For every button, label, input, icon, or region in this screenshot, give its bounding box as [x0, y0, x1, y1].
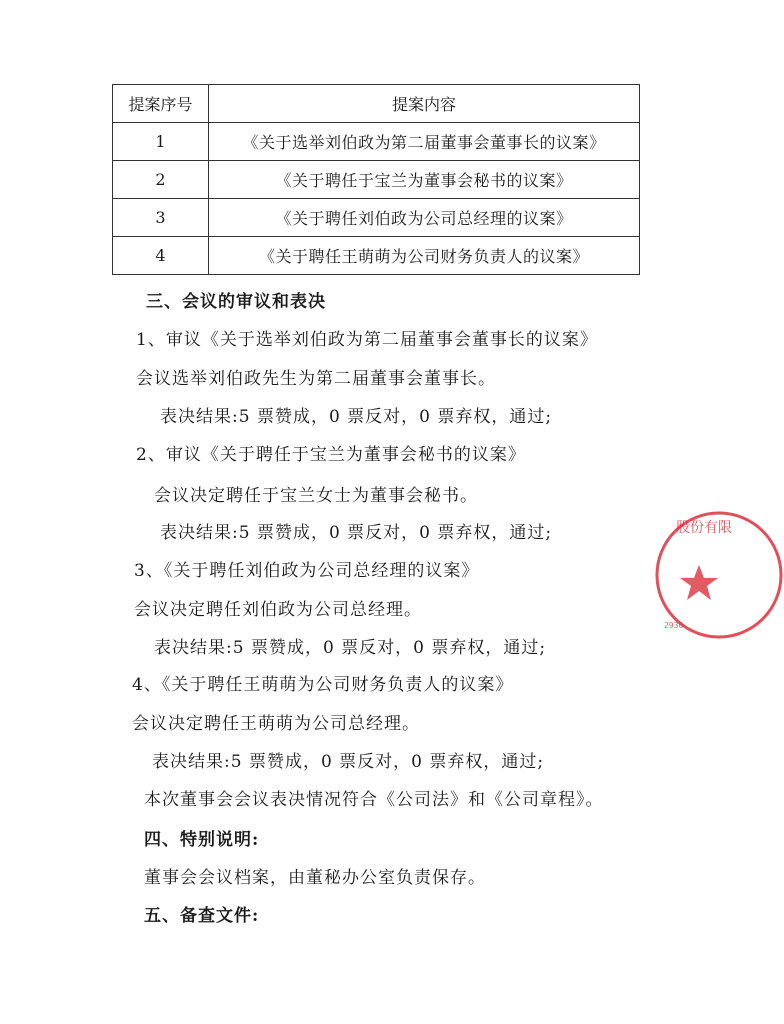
compliance-statement: 本次董事会会议表决情况符合《公司法》和《公司章程》。: [144, 790, 604, 810]
table-header-row: [113, 85, 640, 123]
header-proposal-number: 提案序号: [113, 85, 209, 123]
header-proposal-content: 提案内容: [209, 85, 640, 123]
item4-text: 会议决定聘任王萌萌为公司总经理。: [132, 714, 420, 734]
proposal-number: 4: [113, 237, 209, 275]
company-seal: [654, 500, 784, 650]
item4-vote: 表决结果:5 票赞成，0 票反对，0 票弃权，通过;: [152, 752, 545, 772]
item3-title: 3、《关于聘任刘伯政为公司总经理的议案》: [134, 561, 480, 581]
proposal-number: 1: [113, 123, 209, 161]
section3-heading: 三、会议的审议和表决: [146, 292, 326, 312]
seal-text: 股份有限: [676, 520, 732, 536]
item1-title: 1、审议《关于选举刘伯政为第二届董事会董事长的议案》: [136, 330, 598, 350]
table-row: [113, 199, 640, 237]
section5-heading: 五、备查文件:: [144, 906, 260, 926]
section4-heading: 四、特别说明:: [144, 830, 260, 850]
item2-text: 会议决定聘任于宝兰女士为董事会秘书。: [154, 486, 478, 506]
proposal-content: 《关于聘任于宝兰为董事会秘书的议案》: [209, 161, 640, 199]
seal-number: 2930: [664, 621, 684, 630]
proposal-content: 《关于聘任刘伯政为公司总经理的议案》: [209, 199, 640, 237]
item2-title: 2、审议《关于聘任于宝兰为董事会秘书的议案》: [136, 445, 526, 465]
proposal-table: [112, 84, 640, 275]
proposal-content: 《关于聘任王萌萌为公司财务负责人的议案》: [209, 237, 640, 275]
table-row: [113, 123, 640, 161]
item4-title: 4、《关于聘任王萌萌为公司财务负责人的议案》: [132, 675, 514, 695]
proposal-number: 2: [113, 161, 209, 199]
item2-vote: 表决结果:5 票赞成，0 票反对，0 票弃权，通过;: [160, 523, 553, 543]
seal-star-icon: [680, 565, 718, 600]
proposal-number: 3: [113, 199, 209, 237]
table-row: [113, 237, 640, 275]
proposal-content: 《关于选举刘伯政为第二届董事会董事长的议案》: [209, 123, 640, 161]
item1-vote: 表决结果:5 票赞成，0 票反对，0 票弃权，通过;: [160, 407, 553, 427]
item1-text: 会议选举刘伯政先生为第二届董事会董事长。: [136, 369, 496, 389]
item3-text: 会议决定聘任刘伯政为公司总经理。: [134, 600, 422, 620]
section4-text: 董事会会议档案，由董秘办公室负责保存。: [144, 868, 486, 888]
table-row: [113, 161, 640, 199]
item3-vote: 表决结果:5 票赞成，0 票反对，0 票弃权，通过;: [154, 638, 547, 658]
